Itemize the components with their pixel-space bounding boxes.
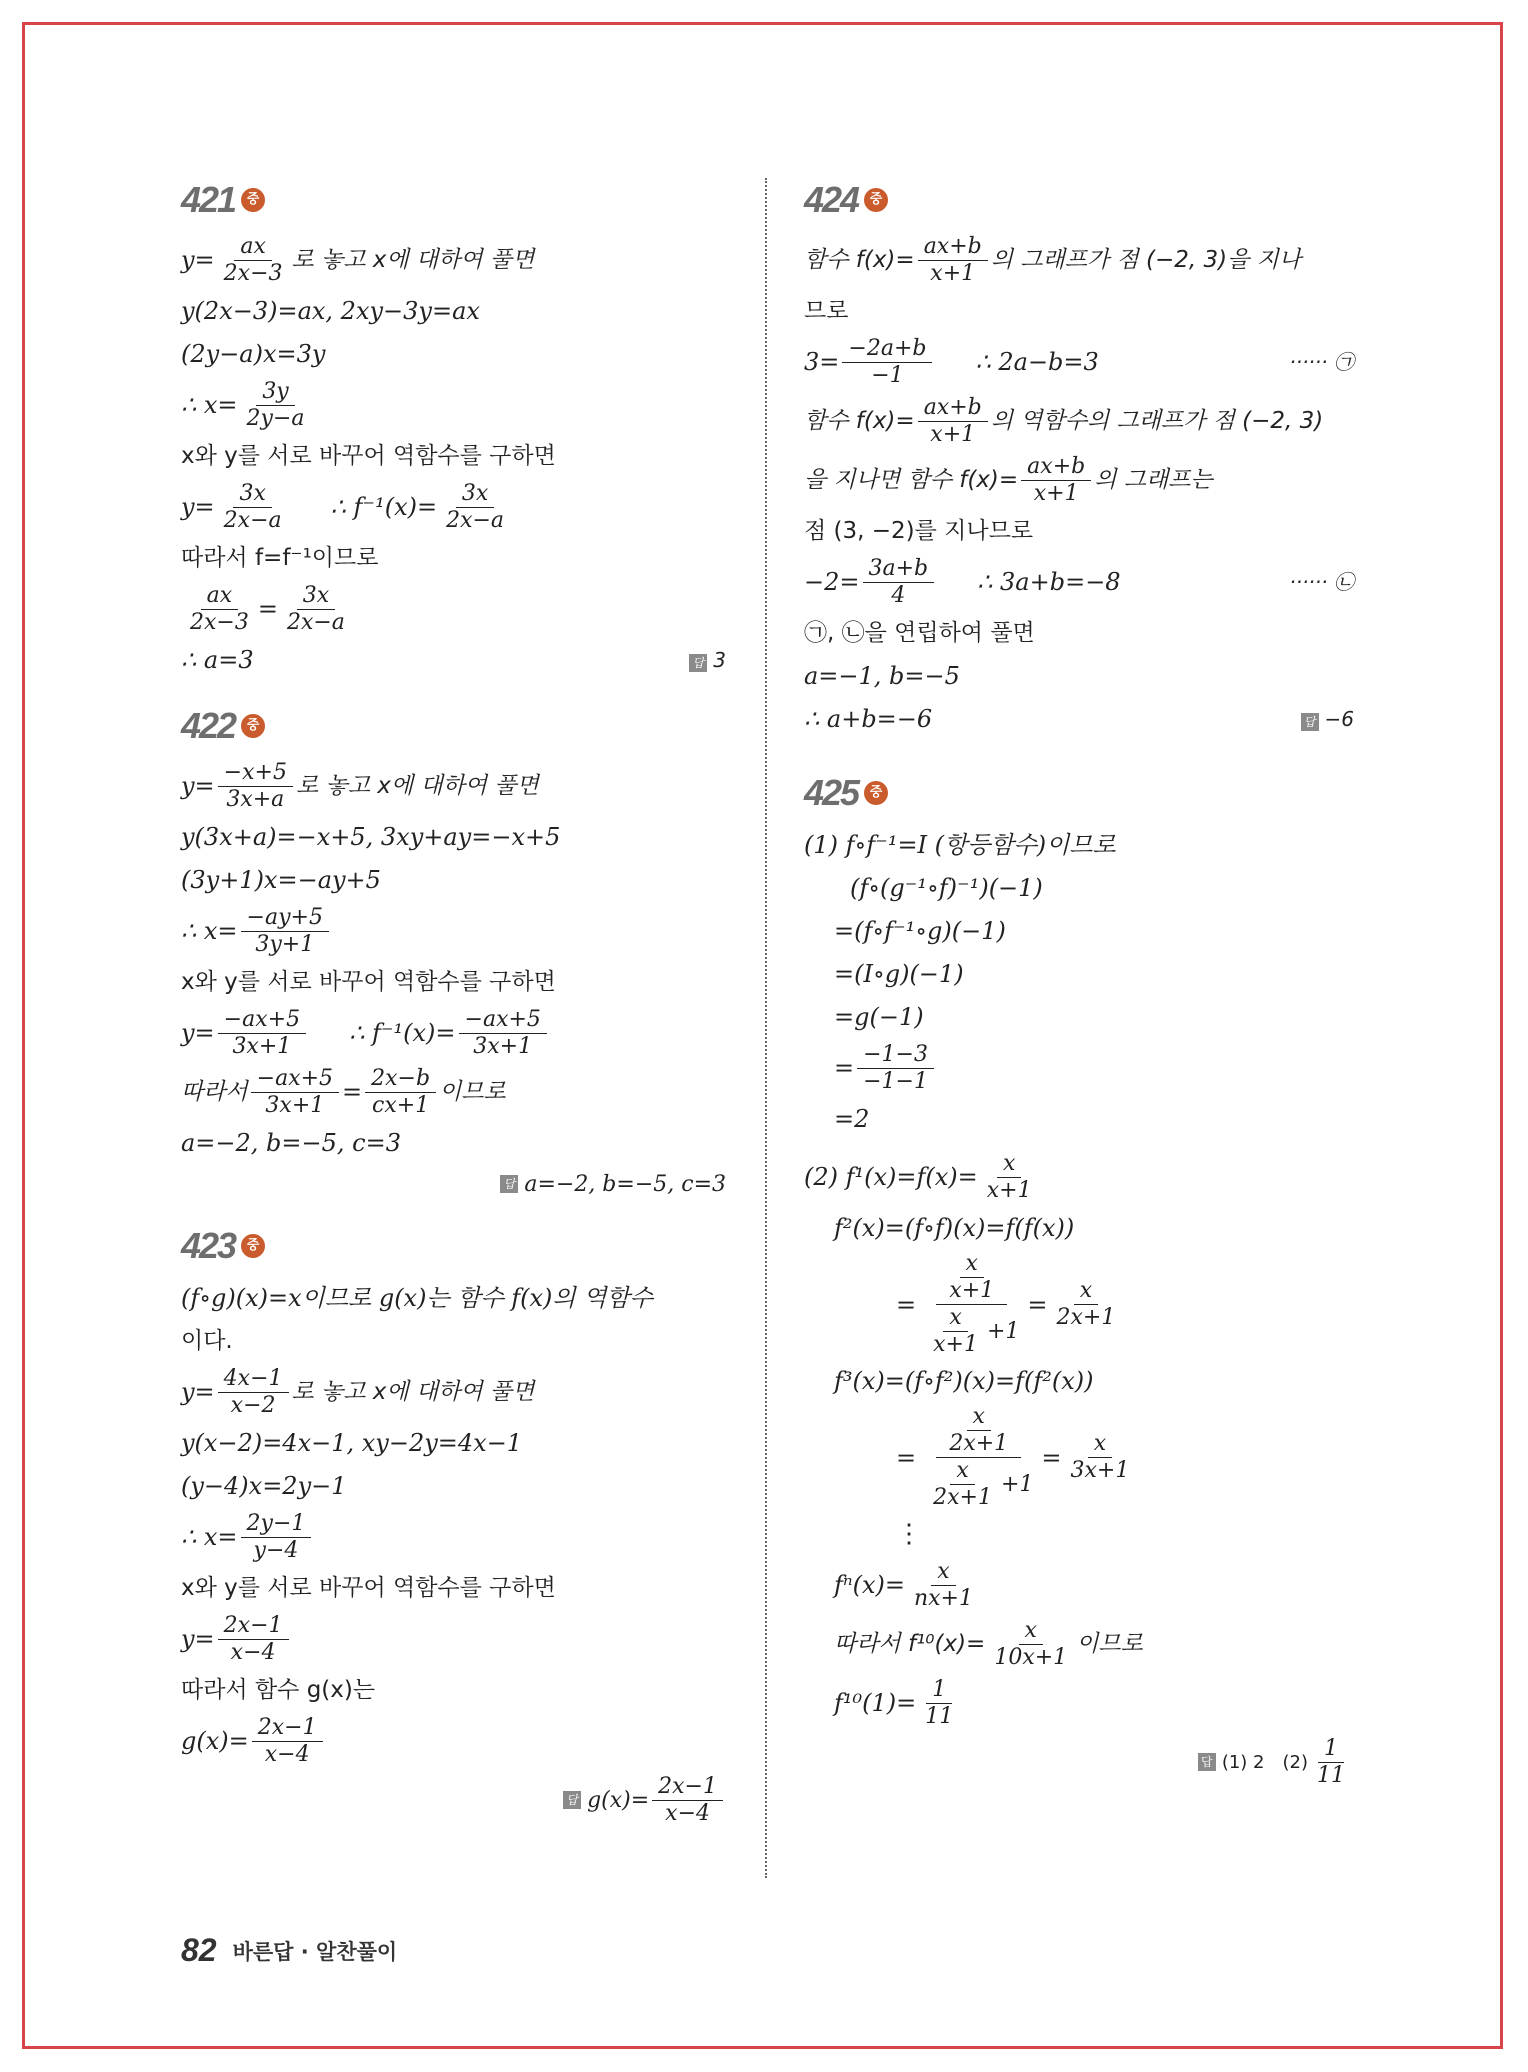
problem-425 — [804, 769, 1354, 1790]
answer-value: (2) — [1282, 1751, 1308, 1773]
numerator: −1−3 — [857, 1042, 934, 1069]
problem-number: 422 — [181, 705, 236, 746]
problem-header — [181, 176, 726, 224]
text: 함수 f(x)= — [804, 247, 915, 273]
problem-424 — [804, 176, 1354, 739]
solution-line: 따라서 f=f⁻¹이므로 — [181, 545, 379, 571]
denominator: 3x+a — [226, 786, 285, 812]
numerator: ax+b — [918, 234, 988, 261]
denominator: 4 — [891, 582, 906, 608]
text: y= — [181, 1378, 215, 1406]
fraction — [652, 1774, 723, 1827]
text: = — [834, 1054, 855, 1082]
fraction — [927, 1458, 998, 1511]
solution-line: 따라서 함수 g(x)는 — [181, 1677, 376, 1703]
solution-line — [804, 554, 1354, 610]
solution-line — [804, 1616, 1354, 1672]
numerator: x — [1074, 1278, 1098, 1305]
fraction — [988, 1618, 1073, 1671]
difficulty-badge: 중 — [864, 781, 888, 805]
denominator: 2x−a — [286, 609, 345, 635]
problem-number: 421 — [181, 179, 236, 220]
solution-line — [804, 699, 1354, 739]
text: −2= — [804, 568, 860, 596]
fraction — [252, 1715, 323, 1768]
denominator: 2x−3 — [223, 260, 283, 286]
problem-423 — [181, 1222, 726, 1828]
solution-line — [181, 1611, 726, 1667]
fraction — [459, 1007, 547, 1060]
denominator: 3x+1 — [1070, 1458, 1130, 1483]
problem-header — [181, 702, 726, 750]
fraction — [943, 1251, 1000, 1304]
denominator: x+1 — [1033, 480, 1079, 506]
denominator: x+1 — [949, 1278, 995, 1303]
problem-header — [804, 176, 1354, 224]
text: ∴ x= — [181, 1523, 238, 1551]
problem-header — [181, 1222, 726, 1270]
solution-line: 점 (3, −2)를 지나므로 — [804, 518, 1034, 544]
problem-number: 423 — [181, 1225, 236, 1266]
numerator: −ay+5 — [241, 905, 329, 932]
problem-number: 424 — [804, 179, 859, 220]
solution-line — [181, 903, 726, 959]
text: = — [1041, 1443, 1062, 1472]
fraction — [365, 1066, 436, 1119]
fraction — [919, 1677, 959, 1730]
solution-line: (f∘g)(x)=x이므로 g(x)는 함수 f(x)의 역함수 — [181, 1284, 653, 1312]
numerator: −x+5 — [218, 760, 293, 787]
solution-line — [181, 758, 726, 814]
complex-numerator — [936, 1251, 1007, 1305]
solution-line: f²(x)=(f∘f)(x)=f(f(x)) — [834, 1214, 1075, 1242]
page-footer — [181, 1932, 397, 1969]
numerator: 3x — [297, 583, 335, 610]
denominator: x+1 — [930, 421, 976, 447]
difficulty-badge: 중 — [241, 1234, 265, 1258]
text: 함수 f(x)= — [804, 408, 915, 434]
fraction — [857, 1042, 934, 1095]
solution-line — [181, 1005, 726, 1061]
answer — [689, 646, 726, 674]
fraction — [241, 379, 311, 432]
answer — [1301, 705, 1354, 733]
answer — [181, 1166, 726, 1202]
numerator: x — [943, 1305, 967, 1332]
answer-badge: 답 — [1301, 713, 1319, 731]
problem-421 — [181, 176, 726, 680]
solution-line — [181, 232, 726, 288]
fraction — [241, 1511, 312, 1564]
numerator: x — [1088, 1431, 1112, 1458]
text: ∴ 2a−b=3 — [975, 348, 1099, 376]
text: 의 그래프는 — [1094, 467, 1213, 493]
text: 을 지나면 함수 f(x)= — [804, 467, 1019, 493]
denominator: −1−1 — [863, 1068, 928, 1094]
denominator: 2x−3 — [190, 609, 249, 635]
denominator: cx+1 — [372, 1092, 430, 1118]
column-divider — [765, 178, 767, 1878]
solution-line — [181, 1713, 726, 1769]
fraction — [218, 1007, 306, 1060]
numerator: ax+b — [918, 395, 988, 422]
fraction — [241, 905, 329, 958]
text: 따라서 — [181, 1079, 248, 1105]
denominator: 3x+1 — [473, 1033, 533, 1059]
fraction — [251, 1066, 339, 1119]
text: 로 놓고 x에 대하여 풀면 — [291, 247, 535, 273]
text: = — [896, 1290, 917, 1319]
text: +1 — [986, 1318, 1020, 1344]
solution-line — [804, 1557, 1354, 1613]
denominator: 11 — [925, 1703, 954, 1729]
solution-line: (2y−a)x=3y — [181, 340, 326, 368]
fraction — [218, 234, 289, 287]
complex-fraction — [920, 1251, 1023, 1358]
answer — [804, 1734, 1354, 1790]
numerator: ax — [234, 234, 272, 261]
numerator: 1 — [926, 1677, 952, 1704]
denominator: x−4 — [665, 1800, 710, 1826]
text: ∴ x= — [181, 917, 238, 945]
page-label: 바른답 · 알찬풀이 — [232, 1939, 398, 1964]
denominator: 2x−a — [446, 507, 505, 533]
answer-value: −6 — [1324, 707, 1354, 731]
text: = — [257, 595, 278, 623]
text: ∴ f⁻¹(x)= — [330, 493, 438, 521]
solution-line — [181, 640, 726, 680]
numerator: −ax+5 — [459, 1007, 547, 1034]
denominator: x+1 — [933, 1332, 978, 1357]
fraction — [1021, 454, 1091, 507]
answer — [181, 1772, 726, 1828]
text: +1 — [1000, 1471, 1034, 1497]
denominator: 10x+1 — [994, 1644, 1068, 1670]
answer-value: (1) 2 — [1221, 1751, 1265, 1773]
solution-line: x와 y를 서로 바꾸어 역함수를 구하면 — [181, 969, 556, 995]
text: 이므로 — [1076, 1631, 1143, 1657]
fraction — [918, 234, 988, 287]
denominator: 2x+1 — [1056, 1305, 1116, 1330]
solution-line: ㉠, ㉡을 연립하여 풀면 — [804, 620, 1035, 646]
solution-line: =g(−1) — [834, 1003, 924, 1031]
numerator: 3y — [256, 379, 294, 406]
fraction — [1051, 1278, 1122, 1331]
text: = — [896, 1443, 917, 1472]
text: = — [342, 1078, 363, 1106]
solution-line: 므로 — [804, 298, 849, 324]
text: 따라서 f¹⁰(x)= — [834, 1631, 986, 1657]
text: 3= — [804, 348, 840, 376]
solution-line: =(I∘g)(−1) — [834, 960, 964, 988]
denominator: x−4 — [230, 1639, 276, 1665]
text: ∴ x= — [181, 391, 238, 419]
solution-line — [804, 232, 1354, 288]
numerator: x — [1019, 1618, 1043, 1645]
denominator: x+1 — [930, 260, 976, 286]
solution-line — [804, 1675, 1354, 1731]
solution-line: (y−4)x=2y−1 — [181, 1472, 347, 1500]
answer-value: 3 — [713, 648, 726, 672]
numerator: 2x−b — [365, 1066, 436, 1093]
answer-badge: 답 — [1198, 1753, 1216, 1771]
text: (2) f¹(x)=f(x)= — [804, 1163, 978, 1191]
numerator: 3x — [233, 481, 271, 508]
fraction — [842, 336, 932, 389]
solution-line: x와 y를 서로 바꾸어 역함수를 구하면 — [181, 443, 556, 469]
numerator: ax — [201, 583, 239, 610]
text: 의 역함수의 그래프가 점 (−2, 3) — [990, 408, 1324, 434]
fraction — [218, 1613, 289, 1666]
text: = — [1027, 1290, 1048, 1319]
numerator: ax+b — [1021, 454, 1091, 481]
numerator: 1 — [1318, 1736, 1344, 1763]
denominator: 11 — [1317, 1762, 1345, 1788]
denominator: 3x+1 — [265, 1092, 325, 1118]
denominator: x+1 — [986, 1177, 1032, 1203]
text: y= — [181, 246, 215, 274]
text: 의 그래프가 점 (−2, 3)을 지나 — [990, 247, 1302, 273]
complex-numerator — [936, 1404, 1021, 1458]
numerator: 4x−1 — [218, 1366, 289, 1393]
page-number: 82 — [181, 1932, 217, 1968]
fraction — [218, 481, 288, 534]
numerator: 2x−1 — [252, 1715, 323, 1742]
complex-fraction — [920, 1404, 1037, 1511]
solution-line: y(3x+a)=−x+5, 3xy+ay=−x+5 — [181, 823, 561, 851]
solution-line — [181, 377, 726, 433]
denominator: 2x+1 — [933, 1485, 992, 1510]
solution-line: a=−1, b=−5 — [804, 662, 960, 690]
denominator: x−4 — [264, 1741, 310, 1767]
denominator: −1 — [871, 362, 904, 388]
denominator: 3x+1 — [232, 1033, 292, 1059]
solution-line: a=−2, b=−5, c=3 — [181, 1129, 401, 1157]
solution-line: 이다. — [181, 1328, 233, 1354]
text: 로 놓고 x에 대하여 풀면 — [291, 1379, 535, 1405]
solution-line — [804, 452, 1354, 508]
text: g(x)= — [587, 1787, 650, 1813]
solution-line: y(2x−3)=ax, 2xy−3y=ax — [181, 297, 480, 325]
denominator: y−4 — [253, 1537, 299, 1563]
numerator: −2a+b — [842, 336, 932, 363]
fraction — [981, 1151, 1038, 1204]
solution-line — [181, 1509, 726, 1565]
solution-line: =(f∘f⁻¹∘g)(−1) — [834, 917, 1006, 945]
answer-value: a=−2, b=−5, c=3 — [524, 1171, 726, 1197]
text: fⁿ(x)= — [834, 1571, 905, 1599]
complex-denominator — [920, 1458, 1037, 1511]
fraction — [918, 395, 988, 448]
numerator: x — [931, 1559, 955, 1586]
difficulty-badge: 중 — [864, 188, 888, 212]
answer-badge: 답 — [689, 654, 707, 672]
difficulty-badge: 중 — [241, 714, 265, 738]
numerator: x — [960, 1251, 984, 1278]
text: f¹⁰(1)= — [834, 1689, 917, 1717]
numerator: 2x−1 — [218, 1613, 289, 1640]
solution-line — [181, 1364, 726, 1420]
fraction — [1065, 1431, 1136, 1484]
equation-marker: ······ ㉠ — [1289, 350, 1354, 374]
solution-line: x와 y를 서로 바꾸어 역함수를 구하면 — [181, 1575, 556, 1601]
numerator: 2y−1 — [241, 1511, 312, 1538]
text: 로 놓고 x에 대하여 풀면 — [295, 773, 539, 799]
text: ∴ 3a+b=−8 — [977, 568, 1121, 596]
text: ∴ a+b=−6 — [804, 705, 933, 733]
text: ∴ f⁻¹(x)= — [349, 1019, 456, 1047]
fraction — [908, 1559, 979, 1612]
fraction — [184, 583, 255, 636]
fraction — [218, 1366, 289, 1419]
denominator: 3y+1 — [255, 931, 315, 957]
text: 이므로 — [439, 1079, 506, 1105]
solution-line — [804, 1404, 1354, 1511]
solution-line — [804, 1251, 1354, 1358]
problem-number: 425 — [804, 772, 859, 813]
solution-line — [804, 1040, 1354, 1096]
solution-line — [181, 479, 726, 535]
solution-line: (1) f∘f⁻¹=I (항등함수)이므로 — [804, 831, 1116, 859]
fraction — [281, 583, 351, 636]
denominator: 2x+1 — [949, 1431, 1009, 1456]
fraction — [943, 1404, 1014, 1457]
problem-header — [804, 769, 1354, 817]
fraction — [440, 481, 510, 534]
answer-badge: 답 — [500, 1175, 518, 1193]
solution-line — [804, 1149, 1354, 1205]
numerator: x — [950, 1458, 974, 1485]
text: y= — [181, 493, 215, 521]
vertical-ellipsis: ⋮ — [896, 1519, 922, 1549]
numerator: −ax+5 — [251, 1066, 339, 1093]
solution-line: =2 — [834, 1105, 870, 1133]
denominator: 2x−a — [223, 507, 282, 533]
text: y= — [181, 1019, 215, 1047]
fraction — [218, 760, 293, 813]
numerator: −ax+5 — [218, 1007, 306, 1034]
right-column — [804, 176, 1354, 1790]
solution-line — [181, 1064, 726, 1120]
numerator: 2x−1 — [652, 1774, 723, 1801]
fraction — [927, 1305, 984, 1358]
complex-denominator — [920, 1305, 1023, 1358]
denominator: nx+1 — [913, 1585, 973, 1611]
numerator: 3x — [456, 481, 494, 508]
solution-line: (3y+1)x=−ay+5 — [181, 866, 381, 894]
solution-line — [804, 334, 1354, 390]
fraction — [1311, 1736, 1351, 1789]
answer-badge: 답 — [563, 1791, 581, 1809]
text: y= — [181, 1625, 215, 1653]
solution-line: f³(x)=(f∘f²)(x)=f(f²(x)) — [834, 1367, 1094, 1395]
left-column — [181, 176, 726, 1828]
text: ∴ a=3 — [181, 646, 254, 674]
text: y= — [181, 772, 215, 800]
numerator: 3a+b — [863, 556, 935, 583]
numerator: x — [997, 1151, 1021, 1178]
denominator: 2y−a — [246, 405, 305, 431]
fraction — [863, 556, 935, 609]
text: g(x)= — [181, 1727, 249, 1755]
solution-line — [181, 581, 726, 637]
numerator: x — [967, 1404, 991, 1431]
solution-line: (f∘(g⁻¹∘f)⁻¹)(−1) — [850, 874, 1043, 902]
solution-line — [804, 393, 1354, 449]
equation-marker: ······ ㉡ — [1289, 570, 1354, 594]
denominator: x−2 — [230, 1392, 276, 1418]
problem-422 — [181, 702, 726, 1202]
difficulty-badge: 중 — [241, 188, 265, 212]
solution-line: y(x−2)=4x−1, xy−2y=4x−1 — [181, 1429, 523, 1457]
